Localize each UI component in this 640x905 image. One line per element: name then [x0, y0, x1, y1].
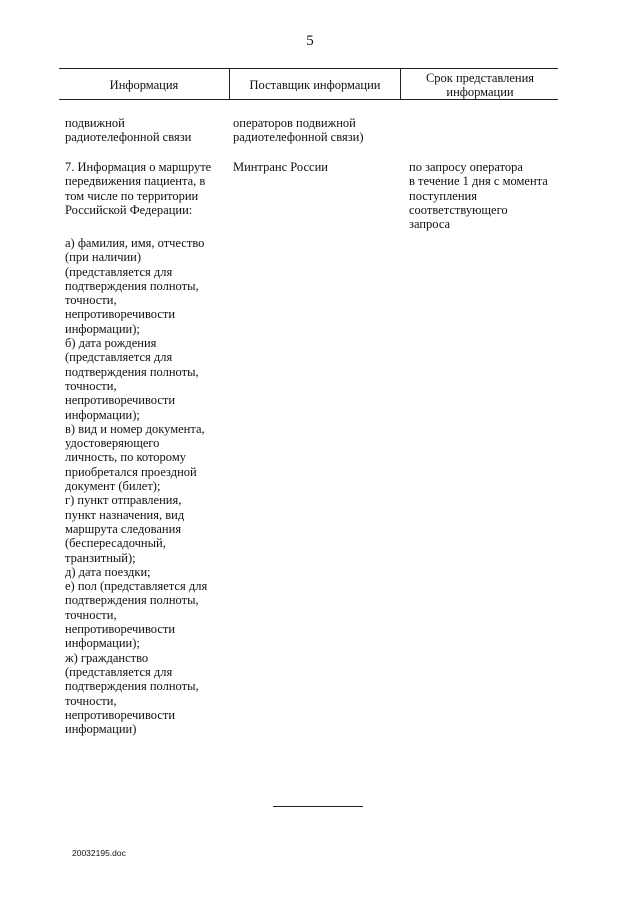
page-number: 5 [306, 33, 314, 49]
column-header-info: Информация [109, 78, 179, 92]
column-divider [400, 68, 401, 99]
table-cell-provider: Минтранс России [233, 160, 328, 174]
column-divider [229, 68, 230, 99]
end-rule [273, 806, 363, 807]
table-cell-provider: операторов подвижной радиотелефонной связи) [233, 116, 364, 145]
table-cell-info: подвижной радиотелефонной связи [65, 116, 192, 145]
table-top-border [59, 68, 558, 69]
column-header-provider: Поставщик информации [249, 78, 381, 92]
table-cell-info: 7. Информация о маршруте передвижения пациента, в том числе по территории Российской Федерации: [65, 160, 212, 217]
table-cell-info-items: а) фамилия, имя, отчество (при наличии) (представляется для подтверждения полноты, точности, непротиворечивости информации); б) дата рождения (представляется для подтверждения полноты, точности, непротиворечивости информации); в) вид и номер документа, удостоверяющего личность, по которому приобретался проездной документ (билет); г) пункт отправления, пункт назначения, вид маршрута следования (беспересадочный, транзитный); д) дата поездки; е) пол (представляется для подтверждения полноты, точности, непротиворечивости информации); ж) гражданство (представляется для подтверждения полноты, точности, непротиворечивости информации) [65, 236, 208, 737]
table-header-border [59, 99, 558, 100]
footer-filename: 20032195.doc [72, 848, 126, 858]
column-header-term: Срок представления информации [425, 71, 535, 99]
table-cell-term: по запросу оператора в течение 1 дня с момента поступления соответствующего запроса [409, 160, 548, 232]
